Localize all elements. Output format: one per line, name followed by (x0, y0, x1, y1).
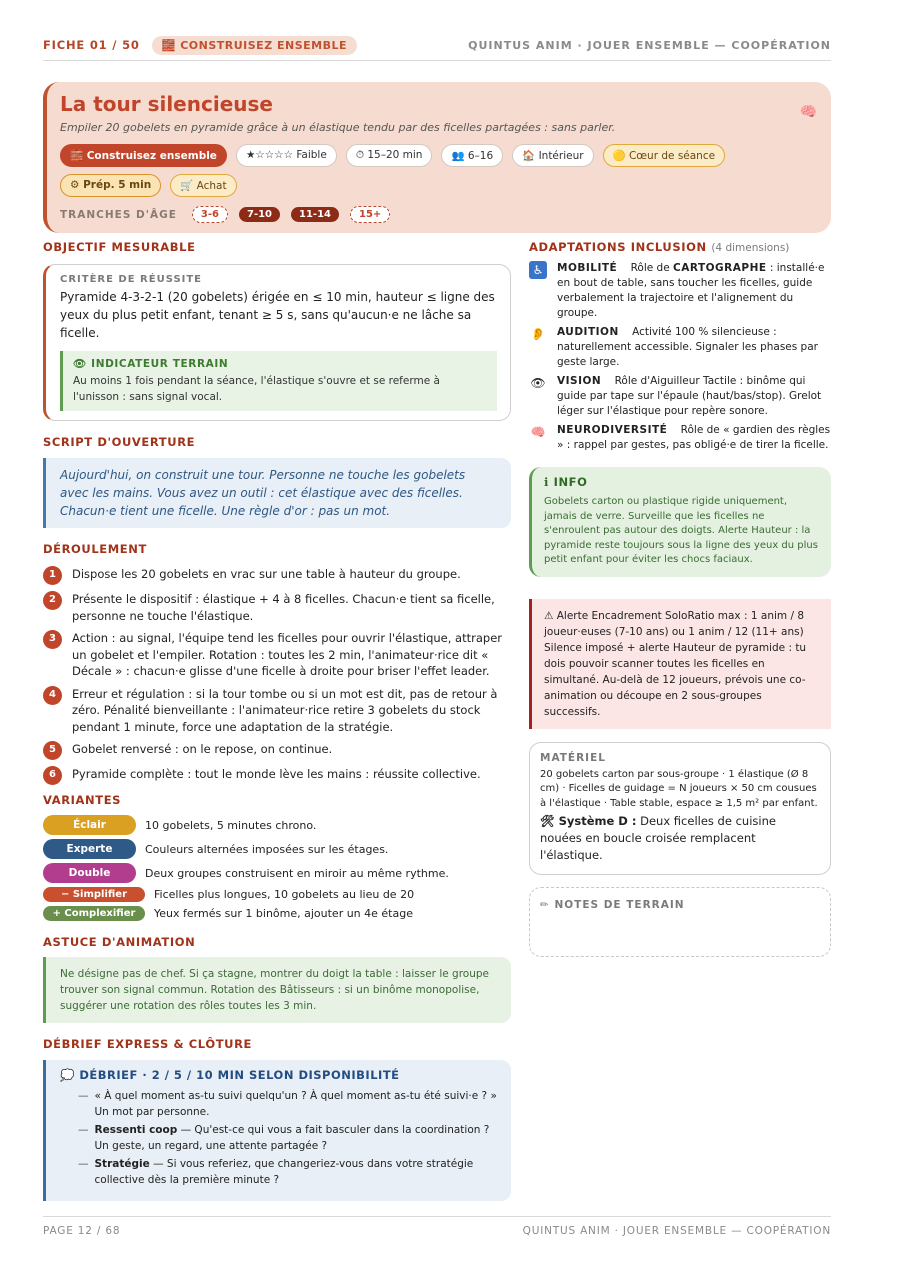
section-title-variantes: VARIANTES (43, 793, 122, 807)
info-box (529, 467, 831, 577)
section-title-adaptations (529, 240, 831, 254)
page-number: PAGE 12 / 68 (43, 1225, 121, 1237)
info-text: Gobelets carton ou plastique rigide uniquement, jamais de verre. Surveille que les ficelles ne s'enroulent pas autour des doigts. Alerte Hauteur : la pyramide reste toujours sous la ligne des yeux du plus petit enfant pour éviter les chocs faciaux. (544, 496, 818, 565)
page-header (43, 36, 831, 61)
adaptations-list (529, 261, 831, 453)
adaptation-label: AUDITION (557, 326, 619, 338)
supervision-alert: ⚠ Alerte Encadrement SoloRatio max : 1 anim / 8 joueur·euses (7-10 ans) ou 1 anim / 12 (11+ ans) Silence imposé + alerte Hauteur de pyramide : tu dois pouvoir scanner toutes les ficelles en simultané. Au-delà de 12 joueurs, prévois une co-animation ou découpe en 2 sous-groupes successifs. (529, 599, 831, 729)
variant-text: 10 gobelets, 5 minutes chrono. (145, 818, 317, 832)
adaptation-text: Rôle de « gardien des règles » : rappel par gestes, pas obligé·e de tirer la ficelle. (557, 424, 831, 451)
activity-hero-card (43, 82, 831, 233)
debrief-question (60, 1122, 497, 1154)
header-left (43, 36, 357, 55)
variant-text: Deux groupes construisent en miroir au même rythme. (145, 866, 449, 880)
variant-badge: Double (43, 863, 136, 883)
brain-icon: 🧠 (799, 104, 817, 120)
right-column (529, 240, 831, 957)
criteria-text: Pyramide 4-3-2-1 (20 gobelets) érigée en ≤ 10 min, hauteur ≤ ligne des yeux du plus petit enfant, tenant ≥ 5 s, sans qu'aucun·e ne lâche sa ficelle. (60, 290, 495, 340)
adaptation-body (557, 374, 831, 419)
variant-badge: − Simplifier (43, 887, 145, 902)
variant-row (43, 839, 511, 859)
systeme-d-text: Deux ficelles de cuisine nouées en boucle croisée remplacent l'élastique. (540, 814, 776, 862)
adaptation-label: VISION (557, 375, 602, 387)
debrief-question-body (95, 1088, 498, 1120)
materials-box (529, 742, 831, 876)
indicator-title: 👁 INDICATEUR TERRAIN (73, 358, 229, 370)
step-number: 4 (43, 686, 62, 705)
debrief-question-label: Ressenti coop (94, 1124, 178, 1136)
brain-icon: 🧠 (530, 424, 546, 439)
chip-location: 🏠 Intérieur (512, 144, 593, 167)
adaptation-item (529, 423, 831, 453)
debrief-questions (60, 1088, 497, 1188)
steps-list (43, 566, 511, 785)
page-footer (43, 1216, 831, 1237)
chip-duration: ⏱ 15–20 min (346, 144, 433, 167)
chip-group-size: 👥 6–16 (441, 144, 503, 167)
info-title: ℹ INFO (544, 475, 588, 489)
adaptation-label: MOBILITÉ (557, 262, 618, 274)
age-badge-11-14: 11-14 (291, 207, 339, 222)
variant-badge: Éclair (43, 815, 136, 835)
materials-text: 20 gobelets carton par sous-groupe · 1 élastique (Ø 8 cm) · Ficelles de guidage = N joueurs × 50 cm cousues à l'élastique · Table stable, espace ≥ 1,5 m² par enfant. (540, 768, 818, 809)
wheelchair-icon: ♿ (529, 261, 547, 279)
eye-icon: 👁 (530, 375, 546, 390)
step-item (43, 566, 511, 585)
variant-row (43, 906, 511, 921)
debrief-question-text: — Si vous referiez, que changeriez-vous dans votre stratégie collective dès la première minute ? (94, 1158, 474, 1186)
section-title-objectif: OBJECTIF MESURABLE (43, 240, 196, 254)
fiche-number: FICHE 01 / 50 (43, 38, 140, 52)
chip-session-phase: 🟡 Cœur de séance (603, 144, 726, 167)
step-text: Gobelet renversé : on le repose, on continue. (72, 742, 333, 756)
systeme-d-label: 🛠 Système D : (540, 814, 637, 828)
dash-bullet: — (78, 1090, 89, 1102)
debrief-question (60, 1088, 497, 1120)
adaptation-item (529, 374, 831, 419)
dash-bullet: — (78, 1124, 89, 1136)
debrief-box (43, 1060, 511, 1201)
field-notes-caption: ✏ NOTES DE TERRAIN (540, 899, 685, 911)
variant-badge: Experte (43, 839, 136, 859)
variant-row (43, 887, 511, 902)
success-criteria-box (43, 264, 511, 421)
step-number: 2 (43, 591, 62, 610)
adaptation-body (557, 325, 831, 370)
debrief-question-text: — Qu'est-ce qui vous a fait basculer dans la coordination ? Un geste, un regard, une attente partagée ? (94, 1124, 490, 1152)
adaptations-title: ADAPTATIONS INCLUSION (529, 240, 707, 254)
field-indicator-box (60, 351, 497, 411)
activity-subtitle: Empiler 20 gobelets en pyramide grâce à un élastique tendu par des ficelles partagées : sans parler. (60, 121, 616, 134)
age-badge-3-6: 3-6 (192, 206, 228, 223)
step-item (43, 591, 511, 624)
activity-title: La tour silencieuse (60, 92, 273, 116)
debrief-question-label: Stratégie (94, 1158, 150, 1170)
field-notes-box[interactable] (529, 887, 831, 957)
age-ranges-label: TRANCHES D'ÂGE (60, 208, 177, 221)
variant-text: Yeux fermés sur 1 binôme, ajouter un 4e étage (154, 907, 413, 920)
adaptation-label: NEURODIVERSITÉ (557, 424, 668, 436)
variant-row (43, 863, 511, 883)
variant-badge: + Complexifier (43, 906, 145, 921)
step-text: Dispose les 20 gobelets en vrac sur une table à hauteur du groupe. (72, 567, 461, 581)
step-item (43, 630, 511, 680)
adaptation-item (529, 325, 831, 370)
activity-chips (60, 144, 817, 197)
variants-list (43, 815, 511, 921)
step-text: Action : au signal, l'équipe tend les ficelles pour ouvrir l'élastique, attraper un gobelet et l'empiler. Rotation : toutes les 2 min, l'animateur·rice dit « Décale » : chacun·e glisse d'une ficelle à droite pour briser l'effet leader. (72, 631, 502, 678)
variant-text: Ficelles plus longues, 10 gobelets au lieu de 20 (154, 888, 415, 901)
debrief-question-text: « À quel moment as-tu suivi quelqu'un ? À quel moment as-tu été suivi·e ? » Un mot par personne. (94, 1090, 497, 1118)
adaptation-text: Activité 100 % silencieuse : naturellement accessible. Signaler les phases par geste large. (557, 326, 818, 368)
opening-script: Aujourd'hui, on construit une tour. Personne ne touche les gobelets avec les mains. Vous avez un outil : cet élastique avec des ficelles. Chacun·e tient une ficelle. Une règle d'or : pas un mot. (43, 458, 511, 528)
variant-text: Couleurs alternées imposées sur les étages. (145, 842, 389, 856)
variant-row (43, 815, 511, 835)
step-item (43, 686, 511, 736)
criteria-caption: CRITÈRE DE RÉUSSITE (60, 274, 203, 285)
ear-icon: 👂 (530, 326, 546, 341)
adaptation-text: Rôle d'Aiguilleur Tactile : binôme qui guide par tape sur l'épaule (haut/bas/stop). Grelot léger sur l'élastique pour repère sonore. (557, 375, 822, 417)
series-title: QUINTUS ANIM · JOUER ENSEMBLE — COOPÉRATION (468, 38, 831, 52)
step-text: Erreur et régulation : si la tour tombe ou si un mot est dit, pas de retour à zéro. Pénalité bienveillante : l'animateur·rice retire 3 gobelets du stock pendant 1 minute, force une adaptation de la stratégie. (72, 686, 498, 734)
chip-purchase: 🛒 Achat (170, 174, 236, 197)
step-item (43, 741, 511, 760)
step-text: Présente le dispositif : élastique + 4 à 8 ficelles. Chacun·e tient sa ficelle, personne ne touche l'élastique. (72, 592, 495, 623)
indicator-text: Au moins 1 fois pendant la séance, l'élastique s'ouvre et se referme à l'unisson : sans signal vocal. (73, 375, 440, 403)
debrief-question-body (95, 1122, 498, 1154)
debrief-question (60, 1156, 497, 1188)
animation-tip: Ne désigne pas de chef. Si ça stagne, montrer du doigt la table : laisser le groupe trouver son signal commun. Rotation des Bâtisseurs : si un binôme monopolise, suggérer une rotation des rôles toutes les 3 min. (43, 957, 511, 1023)
age-badge-7-10: 7-10 (239, 207, 280, 222)
materials-caption: MATÉRIEL (540, 751, 606, 764)
section-title-astuce: ASTUCE D'ANIMATION (43, 935, 196, 949)
step-number: 6 (43, 766, 62, 785)
adaptation-role: CARTOGRAPHE (673, 262, 767, 274)
age-badge-15-plus: 15+ (350, 206, 390, 223)
adaptation-text: : installé·e en bout de table, sans toucher les ficelles, guide verbalement la trajectoire et l'alignement du groupe. (557, 262, 825, 319)
chip-category: 🧱 Construisez ensemble (60, 144, 227, 167)
adaptation-item (529, 261, 831, 321)
debrief-box-title: 💭 DÉBRIEF · 2 / 5 / 10 MIN SELON DISPONIBILITÉ (60, 1068, 400, 1082)
adaptation-body (557, 261, 831, 321)
category-tag: 🧱 CONSTRUISEZ ENSEMBLE (152, 36, 357, 55)
age-ranges (60, 206, 817, 223)
dash-bullet: — (78, 1158, 89, 1170)
step-text: Pyramide complète : tout le monde lève les mains : réussite collective. (72, 767, 481, 781)
adaptation-prefix: Rôle de (630, 262, 674, 274)
section-title-script: SCRIPT D'OUVERTURE (43, 435, 196, 449)
footer-series: QUINTUS ANIM · JOUER ENSEMBLE — COOPÉRATION (522, 1225, 831, 1237)
step-number: 5 (43, 741, 62, 760)
step-number: 3 (43, 630, 62, 649)
left-column (43, 240, 511, 1201)
debrief-question-body (95, 1156, 498, 1188)
chip-difficulty: ★☆☆☆☆ Faible (236, 144, 337, 167)
chip-prep-time: ⚙ Prép. 5 min (60, 174, 161, 197)
step-item (43, 766, 511, 785)
section-title-debrief: DÉBRIEF EXPRESS & CLÔTURE (43, 1037, 252, 1051)
step-number: 1 (43, 566, 62, 585)
systeme-d (540, 813, 820, 864)
adaptations-count: (4 dimensions) (711, 242, 790, 254)
section-title-deroulement: DÉROULEMENT (43, 542, 147, 556)
adaptation-body (557, 423, 831, 453)
